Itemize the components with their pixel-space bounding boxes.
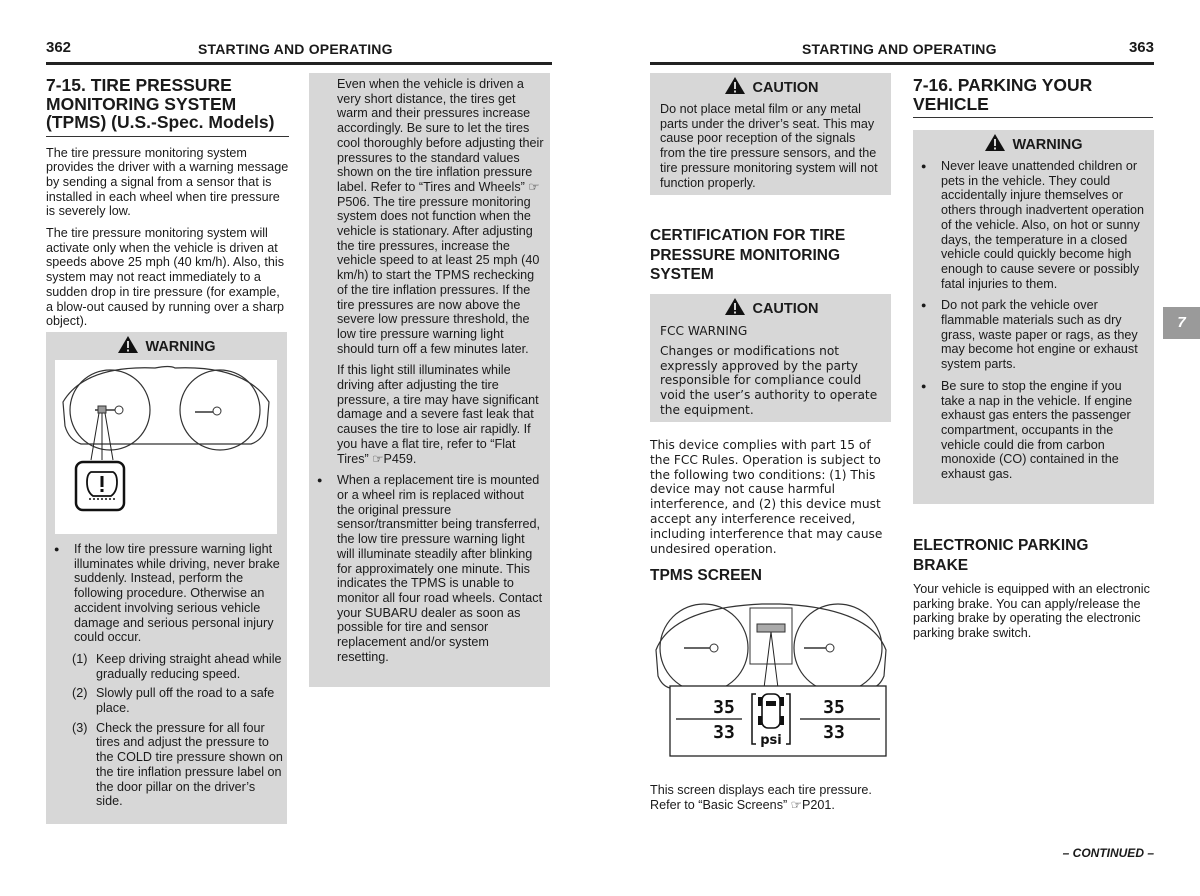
page-number: 363 bbox=[1128, 39, 1154, 56]
caution-box bbox=[650, 73, 891, 195]
list-item: ● Never leave unattended children or pets in the vehicle. They could accidentally injure themselves or others through inadvertent operation of the vehicle. Also, on hot or sunny days, the temperature in a closed vehicle could quickly become high enough to cause severe or possibly fatal injuries to them. bbox=[913, 159, 1148, 291]
warning-box-continued bbox=[309, 73, 550, 687]
list-item: ● Do not park the vehicle over flammable materials such as dry grass, waste paper or rags, as they may become hot engine or exhaust system parts. bbox=[913, 298, 1148, 372]
warning-continued-paragraph-2: If this light still illuminates while driving after adjusting the tire pressure, a tire may have significant damage and a severe fast leak that causes the tire to lose air rapidly. If you have a flat tire, refer to “Flat Tires” ☞P459. bbox=[337, 363, 539, 466]
caution-title: CAUTION bbox=[660, 297, 883, 319]
warning-triangle-icon bbox=[724, 297, 746, 316]
step-item: (1) Keep driving straight ahead while gradually reducing speed. bbox=[72, 651, 282, 681]
certification-heading: CERTIFICATION FOR TIRE PRESSURE MONITORING SYSTEM bbox=[650, 227, 846, 283]
instrument-cluster-illustration bbox=[55, 360, 277, 534]
pressure-unit: psi bbox=[760, 733, 782, 748]
section-title: STARTING AND OPERATING bbox=[198, 41, 393, 57]
warning-box bbox=[46, 332, 287, 824]
page-header bbox=[650, 38, 1154, 65]
list-item: ● When a replacement tire is mounted or a wheel rim is replaced without the original pressure sensor/transmitter being transferred, the low tire pressure warning light will illuminate steadily after blinking for approximately one minute. This indicates the TPMS is unable to monitor all four road wheels. Contact your SUBARU dealer as soon as possible for tire and sensor replacement and/or system resetting. bbox=[309, 473, 544, 664]
warning-triangle-icon bbox=[984, 133, 1006, 152]
epb-heading: ELECTRONIC PARKING BRAKE bbox=[913, 537, 1089, 574]
page-number: 362 bbox=[46, 39, 72, 56]
warning-title: WARNING bbox=[46, 335, 287, 357]
warning-triangle-icon bbox=[724, 76, 746, 95]
right-page bbox=[600, 0, 1200, 896]
list-item: ● Be sure to stop the engine if you take a nap in the vehicle. If engine exhaust gas enters the passenger compartment, occupants in the vehicle could die from carbon monoxide (CO) contained in the exhaust gas. bbox=[913, 379, 1148, 482]
left-column-1 bbox=[46, 76, 289, 336]
warning-title: WARNING bbox=[913, 133, 1148, 155]
epb-text: Your vehicle is equipped with an electronic parking brake. You can apply/release the parking brake by operating the electronic parking brake switch. bbox=[913, 582, 1150, 641]
warning-continued-paragraph: Even when the vehicle is driven a very short distance, the tires get warm and their pressures increase accordingly. Be sure to let the tires cool thoroughly before adjusting their pressures to the standard values shown on the tire inflation pressure label. Refer to “Tires and Wheels” ☞P506. The tire pressure monitoring system does not function when the vehicle is stationary. After adjusting the tire pressures, increase the vehicle speed to at least 25 mph (40 km/h) to start the TPMS rechecking of the tire inflation pressures. If the tire pressures are now above the severe low pressure threshold, the low tire pressure warning light should turn off a few minutes later. bbox=[337, 77, 544, 356]
front-left-pressure: 35 bbox=[713, 697, 735, 718]
parking-heading: 7-16. PARKING YOUR VEHICLE bbox=[913, 76, 1153, 118]
fcc-warning-label: FCC WARNING bbox=[660, 324, 748, 338]
rear-right-pressure: 33 bbox=[823, 722, 845, 743]
tpms-screen-heading: TPMS SCREEN bbox=[650, 567, 762, 584]
section-title: STARTING AND OPERATING bbox=[802, 41, 997, 57]
tpms-screen-illustration bbox=[652, 598, 890, 760]
caution-text: Do not place metal film or any metal parts under the driver’s seat. This may cause poor reception of the signals from the tire pressure sensors, and the tire pressure monitoring system will not function properly. bbox=[660, 102, 878, 190]
step-item: (2) Slowly pull off the road to a safe place. bbox=[72, 686, 275, 716]
right-column-2 bbox=[913, 76, 1153, 118]
caution-title: CAUTION bbox=[660, 76, 883, 98]
tpms-heading: 7-15. TIRE PRESSURE MONITORING SYSTEM (TPMS) (U.S.-Spec. Models) bbox=[46, 76, 289, 137]
fcc-warning-text: Changes or modifications not expressly approved by the party responsible for compliance could void the user’s authority to operate the equipment. bbox=[660, 343, 878, 417]
warning-content-1 bbox=[46, 542, 287, 814]
warning-box bbox=[913, 130, 1154, 504]
rear-left-pressure: 33 bbox=[713, 722, 735, 743]
intro-paragraph: The tire pressure monitoring system provides the driver with a warning message by sending a signal from a sensor that is installed in each wheel when tire pressure is severely low. bbox=[46, 145, 289, 219]
fcc-compliance-text: This device complies with part 15 of the FCC Rules. Operation is subject to the following two conditions: (1) This device may not cause harmful interference, and (2) this device must accept any interference received, including interference that may cause undesired operation. bbox=[650, 438, 883, 556]
caution-box-fcc bbox=[650, 294, 891, 422]
list-item: ● If the low tire pressure warning light illuminates while driving, never brake suddenly. Instead, perform the following procedure. Otherwise an accident involving serious vehicle damage and serious personal injury could occur. bbox=[46, 542, 287, 645]
activation-paragraph: The tire pressure monitoring system will activate only when the vehicle is driven at speeds above 25 mph (40 km/h). Also, this system may not react immediately to a sudden drop in tire pressure (for example, a blow-out caused by running over a sharp object). bbox=[46, 226, 285, 329]
warning-triangle-icon bbox=[117, 335, 139, 354]
tpms-screen-text: This screen displays each tire pressure. Refer to “Basic Screens” ☞P201. bbox=[650, 783, 872, 812]
chapter-tab[interactable]: 7 bbox=[1163, 307, 1200, 339]
step-item: (3) Check the pressure for all four tires and adjust the pressure to the COLD tire pressure shown on the tire inflation pressure label on the door pillar on the driver’s side. bbox=[72, 720, 283, 809]
page-header bbox=[46, 38, 552, 65]
continued-label: – CONTINUED – bbox=[1062, 846, 1154, 860]
front-right-pressure: 35 bbox=[823, 697, 845, 718]
